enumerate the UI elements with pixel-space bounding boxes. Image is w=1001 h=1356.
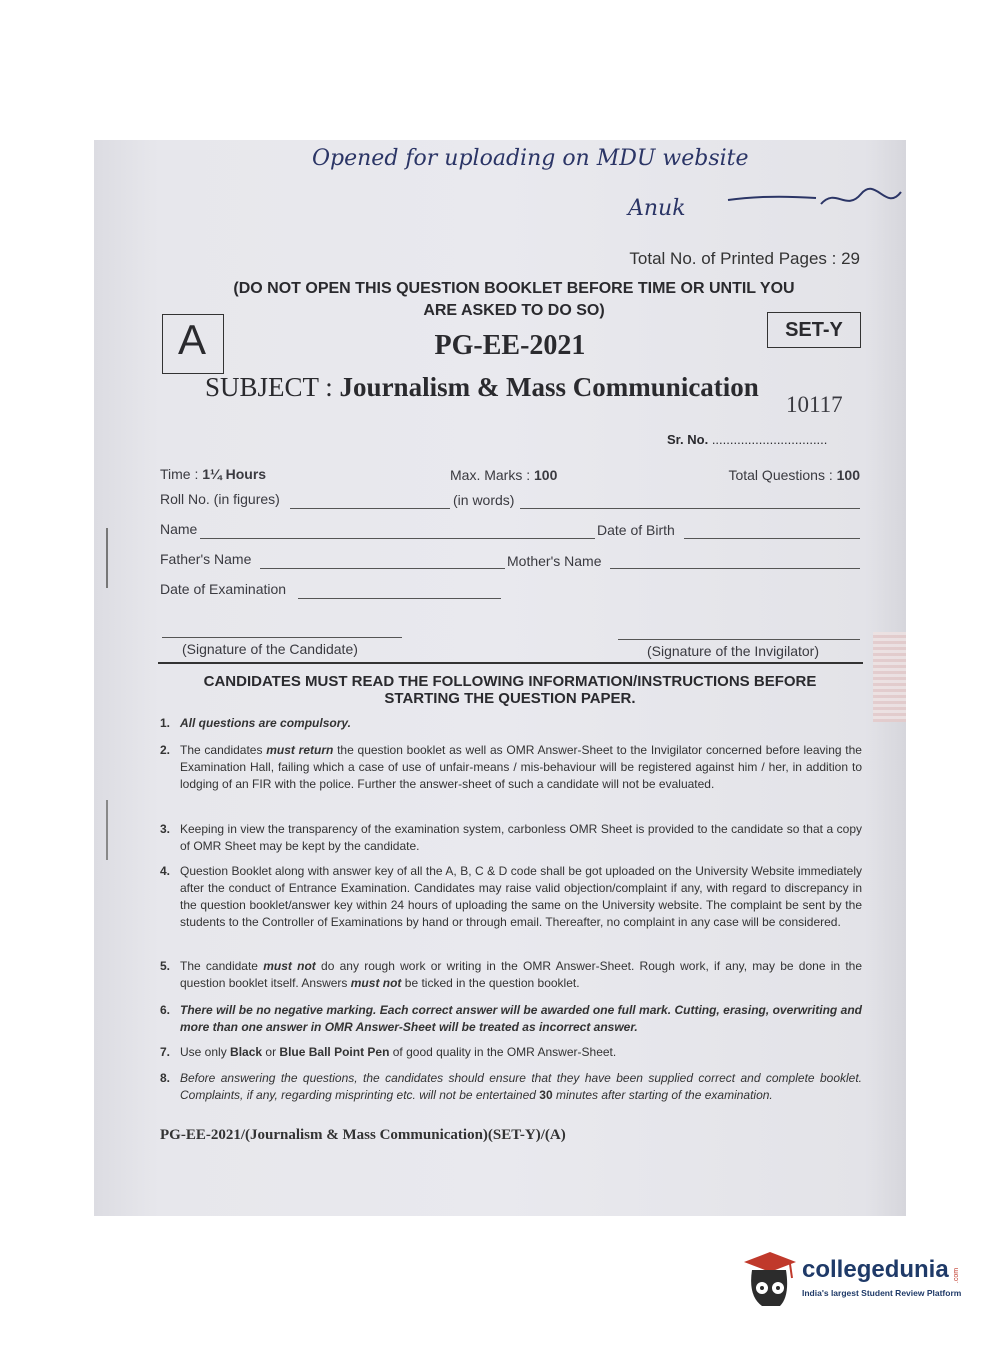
subject-label: SUBJECT : [205,372,333,402]
instruction-number: 5. [160,959,171,973]
total-questions-label: Total Questions : [728,467,837,483]
edge-stamp [873,632,906,722]
max-marks-value: 100 [534,467,558,483]
total-questions-value: 100 [836,467,860,483]
instructions-heading-1: CANDIDATES MUST READ THE FOLLOWING INFORMATION/INSTRUCTIONS BEFORE [203,673,817,690]
instruction-number: 7. [160,1045,171,1059]
name-label: Name [160,521,198,537]
instruction-text: The candidates must return the question booklet as well as OMR Answer-Sheet to the Invigilator concerned before leaving the Examination Hall, failing which a case of use of unfair-means / mis-behaviour will be registered against him / her, in addition to lodging of an FIR with the police. Further the answer-sheet of such a candidate will not be evaluated. [180,743,862,791]
in-words-line[interactable] [520,508,860,509]
candidate-signature-label: (Signature of the Candidate) [182,641,358,657]
instruction-3 [160,821,862,855]
logo-suffix: .com [952,1267,960,1284]
logo-wordmark [802,1256,964,1284]
total-questions-field [640,467,860,483]
roll-figures-line[interactable] [290,508,450,509]
instruction-text: All questions are compulsory. [180,716,351,730]
booklet-number: 10117 [786,392,843,417]
father-name-label: Father's Name [160,551,252,567]
instruction-text: Before answering the questions, the candidates should ensure that they have been supplied correct and complete booklet. Complaints, if any, regarding misprinting etc. will not be entertained 30 minutes after starting of the examination. [180,1071,862,1102]
instruction-6 [160,1002,862,1036]
candidate-signature-line[interactable] [162,637,402,638]
dob-line[interactable] [684,538,860,539]
instruction-8 [160,1070,862,1104]
date-of-exam-line[interactable] [298,598,501,599]
subject-name: Journalism & Mass Communication [339,372,759,402]
logo-mascot-icon [740,1248,798,1312]
collegedunia-logo [740,1248,970,1318]
max-marks-label: Max. Marks : [450,467,535,483]
binding-mark [106,528,108,588]
instruction-2 [160,742,862,793]
instruction-text: Question Booklet along with answer key of all the A, B, C & D code shall be got uploaded on the University Website immediately after the conduct of Entrance Examination. Candidates may raise valid objection/complaint if any, with regard to discrepancy in the question booklet/answer key within 24 hours of uploading the same on the University website. The complaint be sent by the students to the Controller of Examinations by hand or through email. Thereafter, no complaint in any case will be considered. [180,864,862,929]
instruction-4 [160,863,862,931]
max-marks-field [450,467,557,483]
instruction-1 [160,715,862,732]
mother-name-label: Mother's Name [507,553,602,569]
instruction-7 [160,1044,862,1061]
instruction-number: 3. [160,822,171,836]
logo-tagline: India's largest Student Review Platform [802,1288,962,1298]
time-label: Time : [160,466,203,482]
binding-mark [106,800,108,860]
instruction-number: 4. [160,864,171,878]
instruction-number: 8. [160,1071,171,1085]
date-of-exam-label: Date of Examination [160,581,287,597]
father-name-line[interactable] [260,568,505,569]
signature-scribble [726,182,906,222]
instruction-number: 1. [160,716,171,730]
handwritten-note: Opened for uploading on MDU website [312,146,749,171]
in-words-label: (in words) [453,492,515,508]
sr-no-label: Sr. No. [667,432,709,447]
dob-label: Date of Birth [597,522,675,538]
series-letter: A [177,316,206,363]
time-field [160,466,266,482]
instruction-number: 6. [160,1003,171,1017]
subject-line [205,372,759,403]
section-divider [158,662,863,664]
warning-line-1: (DO NOT OPEN THIS QUESTION BOOKLET BEFORE TIME OR UNTIL YOU [233,280,795,297]
exam-code: PG-EE-2021 [434,330,586,361]
handwritten-signature: Anuk [628,196,686,221]
invigilator-signature-label: (Signature of the Invigilator) [647,643,819,659]
name-line[interactable] [200,538,595,539]
time-value: 1¼ Hours [202,466,267,482]
set-box: SET-Y [767,312,861,348]
printed-pages-count: Total No. of Printed Pages : 29 [629,249,860,268]
instruction-number: 2. [160,743,171,757]
instruction-text: There will be no negative marking. Each correct answer will be awarded one full mark. Cutting, erasing, overwriting and more than one answer in OMR Answer-Sheet will be treated as incorrect answer. [180,1003,862,1034]
instruction-text: Use only Black or Blue Ball Point Pen of good quality in the OMR Answer-Sheet. [180,1045,617,1059]
instruction-text: Keeping in view the transparency of the examination system, carbonless OMR Sheet is provided to the candidate so that a copy of OMR Sheet may be kept by the candidate. [180,822,862,853]
invigilator-signature-line[interactable] [618,639,860,640]
mother-name-line[interactable] [610,568,860,569]
sr-no [667,432,827,447]
warning-line-2: ARE ASKED TO DO SO) [423,302,605,319]
instruction-text: The candidate must not do any rough work or writing in the OMR Answer-Sheet. Rough work, if any, may be done in the question booklet itself. Answers must not be ticked in the question booklet. [180,959,863,990]
instruction-5 [160,958,862,992]
sr-no-dots: ................................ [711,432,828,447]
roll-figures-label: Roll No. (in figures) [160,491,280,507]
logo-name: collegedunia [802,1256,949,1283]
instructions-heading-2: STARTING THE QUESTION PAPER. [384,690,636,707]
booklet-footer-code: PG-EE-2021/(Journalism & Mass Communication)(SET-Y)/(A) [160,1127,566,1143]
